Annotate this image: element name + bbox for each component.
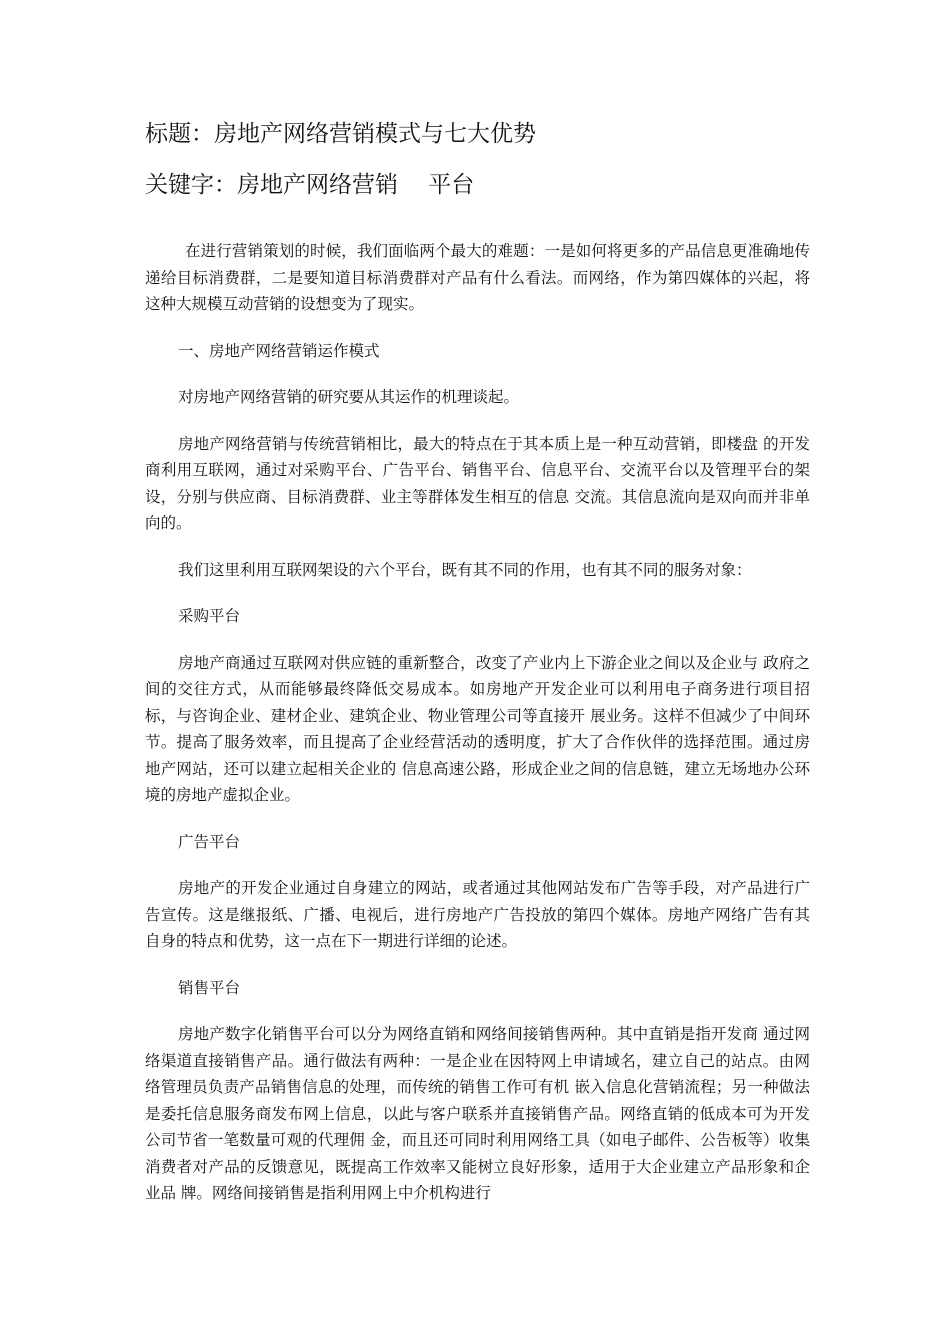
document-keywords: 关键字：房地产网络营销 平台: [145, 172, 475, 198]
paragraph-sales: 房地产数字化销售平台可以分为网络直销和网络间接销售两种。其中直销是指开发商 通过网络渠道直接销售产品。通行做法有两种：一是企业在因特网上申请域名，建立自己的站点。由网络管理员负责产品销售信息的处理，而传统的销售工作可有机 嵌入信息化营销流程；另一种做法是委托信息服务商发布网上信息，以此与客户联系并直接销售产品。网络直销的低成本可为开发公司节省一笔数量可观的代理佣 金，而且还可同时利用网络工具（如电子邮件、公告板等）收集消费者对产品的反馈意见，既提高工作效率又能树立良好形象，适用于大企业建立产品形象和企业品 牌。网络间接销售是指利用网上中介机构进行: [145, 1025, 810, 1202]
section-heading-operation-mode: 一、房地产网络营销运作模式: [178, 341, 380, 360]
paragraph-six-platforms: 我们这里利用互联网架设的六个平台，既有其不同的作用，也有其不同的服务对象：: [178, 560, 752, 579]
document-body: [145, 238, 810, 1227]
document-title: 标题：房地产网络营销模式与七大优势: [145, 121, 536, 147]
paragraph-research: 对房地产网络营销的研究要从其运作的机理谈起。: [178, 388, 520, 406]
paragraph-interactive-marketing: 房地产网络营销与传统营销相比，最大的特点在于其本质上是一种互动营销，即楼盘 的开发商利用互联网，通过对采购平台、广告平台、销售平台、信息平台、交流平台以及管理平台的架设，分别与供应商、目标消费群、业主等群体发生相互的信息 交流。其信息流向是双向而并非单向的。: [145, 434, 810, 532]
section-heading-procurement: 采购平台: [178, 607, 241, 625]
section-heading-sales: 销售平台: [178, 978, 241, 997]
paragraph-procurement: 房地产商通过互联网对供应链的重新整合，改变了产业内上下游企业之间以及企业与 政府之间的交往方式，从而能够最终降低交易成本。如房地产开发企业可以利用电子商务进行项目招标，与咨询企业、建材企业、建筑企业、物业管理公司等直接开 展业务。这样不但减少了中间环节。提高了服务效率，而且提高了企业经营活动的透明度，扩大了合作伙伴的选择范围。通过房地产网站，还可以建立起相关企业的 信息高速公路，形成企业之间的信息链，建立无场地办公环境的房地产虚拟企业。: [145, 653, 810, 804]
paragraph-intro: 在进行营销策划的时候，我们面临两个最大的难题：一是如何将更多的产品信息更准确地传递给目标消费群，二是要知道目标消费群对产品有什么看法。而网络，作为第四媒体的兴起，将这种大规模互动营销的设想变为了现实。: [145, 242, 810, 313]
paragraph-advertising: 房地产的开发企业通过自身建立的网站，或者通过其他网站发布广告等手段，对产品进行广告宣传。这是继报纸、广播、电视后，进行房地产广告投放的第四个媒体。房地产网络广告有其自身的特点和优势，这一点在下一期进行详细的论述。: [145, 879, 810, 950]
section-heading-advertising: 广告平台: [178, 832, 241, 851]
